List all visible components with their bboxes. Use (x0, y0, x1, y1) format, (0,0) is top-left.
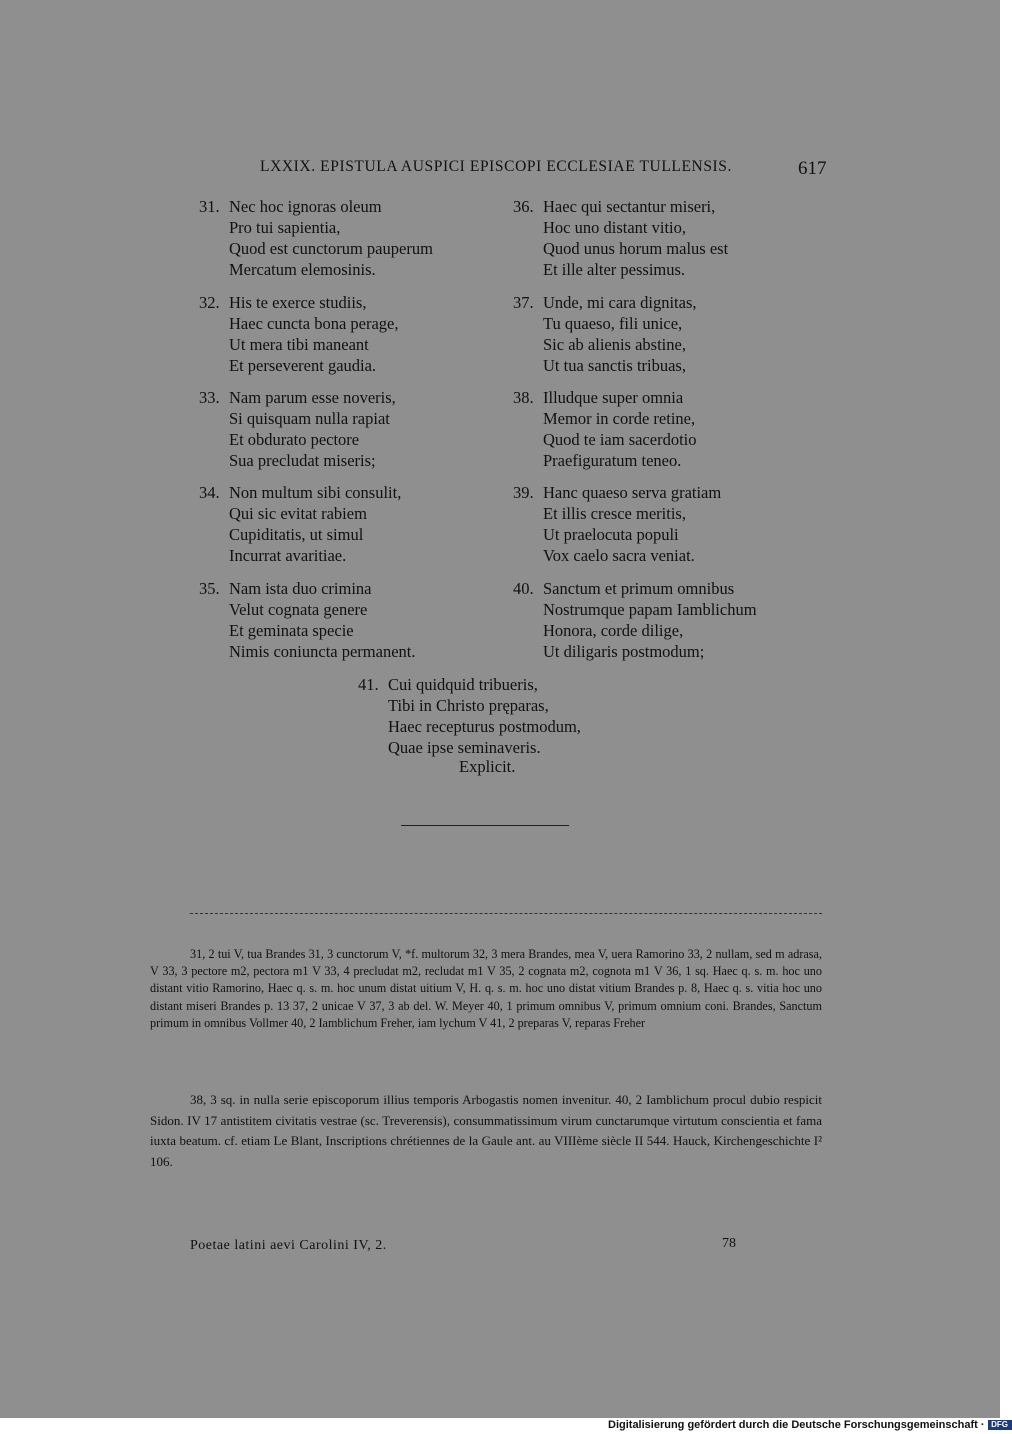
stanza-lines (543, 578, 757, 662)
verse-line: Haec qui sectantur miseri, (543, 197, 716, 216)
verse-line: Ut mera tibi maneant (229, 335, 369, 354)
end-separator (401, 825, 569, 826)
stanza-number: 41. (358, 675, 379, 694)
commentary-notes: 38, 3 sq. in nulla serie episcoporum illius temporis Arbogastis nomen invenitur. 40, 2 Iamblichum procul dubio respicit Sidon. IV 17 antistitem civitatis vestrae (sc. Treverensis), consummatissimum virum cunctarumque virtutum conscientia et fama iuxta beatum. cf. etiam Le Blant, Inscriptions chrétiennes de la Gaule ant. au VIIIème siècle II 544. Hauck, Kirchengeschichte I² 106. (150, 1092, 822, 1169)
verse-line: Hoc uno distant vitio, (543, 218, 686, 237)
verse-line: Incurrat avaritiae. (229, 546, 347, 565)
stanza-lines (543, 482, 721, 566)
verse-line: Haec cuncta bona perage, (229, 314, 399, 333)
verse-line: Haec recepturus postmodum, (388, 717, 581, 736)
stanza-lines (229, 196, 433, 280)
stanza-lines (543, 387, 697, 471)
verse-line: Tibi in Christo pręparas, (388, 696, 549, 715)
verse-line: Nam ista duo crimina (229, 579, 372, 598)
critical-apparatus: 31, 2 tui V, tua Brandes 31, 3 cunctorum V, *f. multorum 32, 3 mera Brandes, mea V, uera Ramorino 33, 2 nullam, sed m adrasa, V 33, 3 pectore m2, pectora m1 V 33, 4 precludat m2, recludat m1 V 35, 2 cognata m2, cognota m1 V 36, 1 sq. Haec q. s. m. hoc uno distant vitio Ramorino, Haec q. s. m. hoc unum distat uitium V, H. q. s. m. hoc uno distat vitium Brandes p. 8, Haec q. s. vitia hoc uno distant miseri Brandes p. 13 37, 2 unicae V 37, 3 ab del. W. Meyer 40, 1 primum omnibus V, primum omnium coni. Brandes, Sanctum primum in omnibus Vollmer 40, 2 Iamblichum Freher, iam lychum V 41, 2 preparas V, reparas Freher (150, 947, 822, 1030)
verse-line: Et perseverent gaudia. (229, 356, 377, 375)
verse-line: Ut tua sanctis tribuas, (543, 356, 686, 375)
stanza-number: 39. (513, 483, 534, 502)
verse-line: Nec hoc ignoras oleum (229, 197, 382, 216)
stanza-lines (543, 292, 697, 376)
verse-line: Ut praelocuta populi (543, 525, 679, 544)
footnote-rule (190, 913, 822, 914)
stanza-number: 31. (199, 197, 220, 216)
verse-line: Quod est cunctorum pauperum (229, 239, 433, 258)
verse-line: Si quisquam nulla rapiat (229, 409, 390, 428)
running-title: LXXIX. EPISTULA AUSPICI EPISCOPI ECCLESIAE TULLENSIS. (260, 158, 732, 175)
verse-line: Sanctum et primum omnibus (543, 579, 735, 598)
funding-text: Digitalisierung gefördert durch die Deutsche Forschungsgemeinschaft · (608, 1419, 985, 1431)
verse-line: Quae ipse seminaveris. (388, 738, 541, 757)
verse-line: Pro tui sapientia, (229, 218, 341, 237)
stanza-number: 38. (513, 388, 534, 407)
verse-line: Cupiditatis, ut simul (229, 525, 364, 544)
verse-line: Cui quidquid tribueris, (388, 675, 538, 694)
verse-line: Non multum sibi consulit, (229, 483, 402, 502)
explicit: Explicit. (459, 757, 516, 776)
stanza-number: 34. (199, 483, 220, 502)
verse-line: Et obdurato pectore (229, 430, 360, 449)
running-header (0, 158, 1000, 186)
verse-line: Illudque super omnia (543, 388, 684, 407)
verse-line: Ut diligaris postmodum; (543, 642, 705, 661)
stanza-number: 36. (513, 197, 534, 216)
verse-line: Sic ab alienis abstine, (543, 335, 686, 354)
verse-line: Mercatum elemosinis. (229, 260, 376, 279)
verse-line: Sua precludat miseris; (229, 451, 376, 470)
verse-line: Nimis coniuncta permanent. (229, 642, 416, 661)
verse-line: Velut cognata genere (229, 600, 368, 619)
verse-line: Memor in corde retine, (543, 409, 696, 428)
verse-line: Qui sic evitat rabiem (229, 504, 367, 523)
stanza-number: 32. (199, 293, 220, 312)
verse-line: Vox caelo sacra veniat. (543, 546, 695, 565)
stanza-lines (229, 482, 401, 566)
stanza-lines (543, 196, 728, 280)
dfg-logo: DFG (988, 1420, 1012, 1430)
stanza-number: 33. (199, 388, 220, 407)
verse-line: Hanc quaeso serva gratiam (543, 483, 722, 502)
verse-line: His te exerce studiis, (229, 293, 367, 312)
verse-line: Tu quaeso, fili unice, (543, 314, 683, 333)
stanza-number: 35. (199, 579, 220, 598)
verse-line: Honora, corde dilige, (543, 621, 684, 640)
page-number: 617 (798, 158, 827, 179)
verse-line: Praefiguratum teneo. (543, 451, 682, 470)
verse-line: Et illis cresce meritis, (543, 504, 686, 523)
stanza-lines (229, 578, 416, 662)
verse-line: Nostrumque papam Iamblichum (543, 600, 757, 619)
verse-line: Et geminata specie (229, 621, 354, 640)
verse-line: Et ille alter pessimus. (543, 260, 686, 279)
stanza-lines (229, 387, 396, 471)
stanza-number: 40. (513, 579, 534, 598)
verse-line: Quod te iam sacerdotio (543, 430, 697, 449)
stanza-lines (229, 292, 398, 376)
verse-line: Unde, mi cara dignitas, (543, 293, 697, 312)
verse-line: Nam parum esse noveris, (229, 388, 396, 407)
funding-note (608, 1419, 1012, 1431)
stanza-number: 37. (513, 293, 534, 312)
signature-line: Poetae latini aevi Carolini IV, 2. (190, 1238, 387, 1253)
verse-line: Quod unus horum malus est (543, 239, 729, 258)
signature-number: 78 (722, 1236, 736, 1251)
stanza-lines (388, 674, 581, 758)
